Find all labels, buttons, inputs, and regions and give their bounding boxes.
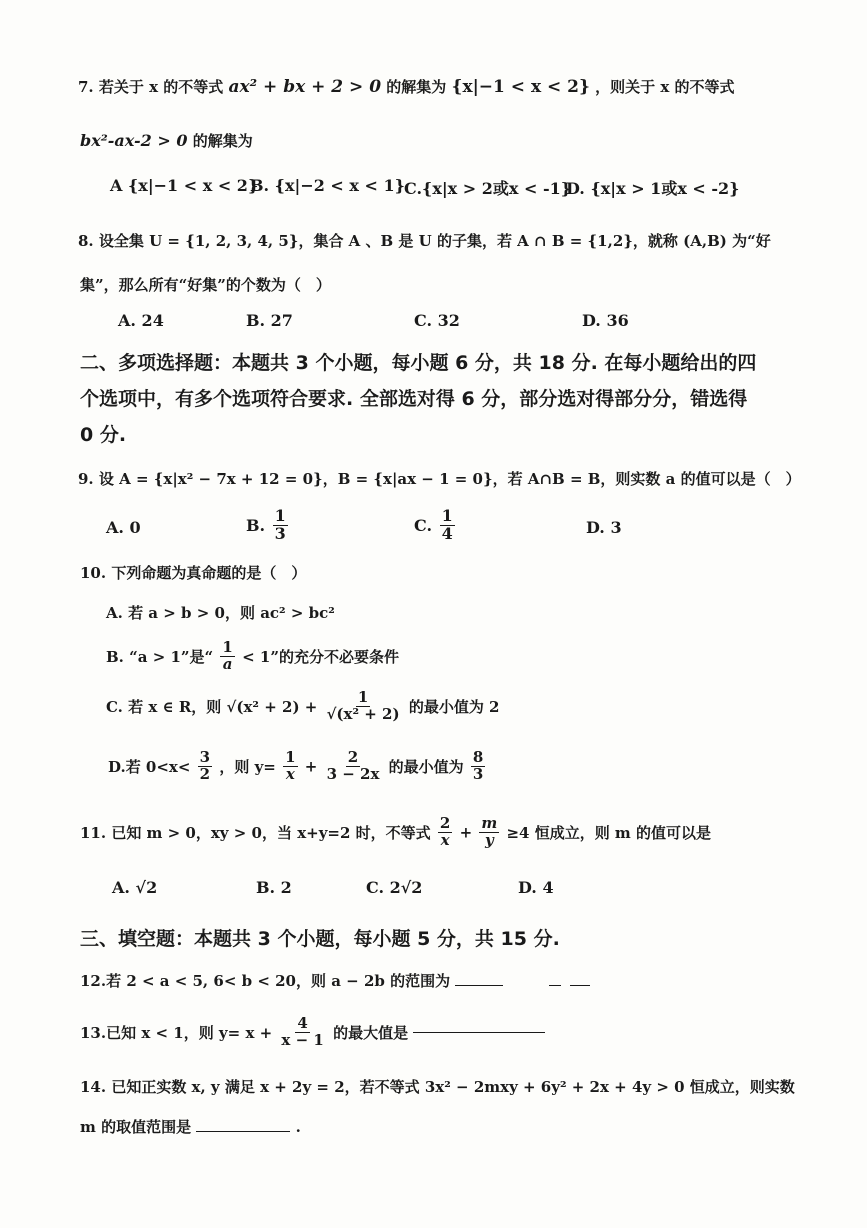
q11-option-b[interactable]: B. 2 bbox=[256, 878, 292, 897]
q7-line2: bx²-ax-2 > 0 的解集为 bbox=[80, 131, 253, 150]
q10-option-d-fraction-3: $\frac{2}{3 - 2x}$ bbox=[326, 748, 380, 783]
q11-option-a[interactable]: A. √2 bbox=[112, 878, 158, 897]
q8-option-a[interactable]: A. 24 bbox=[118, 311, 164, 330]
q9-option-a[interactable]: A. 0 bbox=[106, 518, 141, 537]
q8-option-b[interactable]: B. 27 bbox=[246, 311, 293, 330]
q10-option-c[interactable]: C. 若 x ∈ R，则 √(x² + 2) + $\frac{1}{\text{√(x² + 2)}}$ 的最小值为 2 bbox=[106, 688, 500, 723]
section2-heading-line2: 个选项中，有多个选项符合要求. 全部选对得 6 分，部分选对得部分分，错选得 bbox=[80, 388, 748, 410]
q10-option-d-fraction-2: $\frac{1}{x}$ bbox=[285, 748, 296, 783]
q9-option-d[interactable]: D. 3 bbox=[586, 518, 622, 537]
q12-answer-blank[interactable] bbox=[455, 984, 503, 986]
q8-option-d[interactable]: D. 36 bbox=[582, 311, 629, 330]
q9-option-b-fraction: $\frac{1}{3}$ bbox=[274, 506, 286, 543]
q10-option-d[interactable]: D.若 0<x< $\frac{3}{2}$ ，则 y= $\frac{1}{x}$ + $\frac{2}{3 - 2x}$ 的最小值为 $\frac{8}{3}$ bbox=[108, 748, 484, 783]
q13-answer-blank[interactable] bbox=[413, 1031, 545, 1033]
q9-option-b[interactable]: B. $\frac{1}{3}$ bbox=[246, 506, 286, 543]
q10-option-d-fraction-1: $\frac{3}{2}$ bbox=[199, 748, 211, 783]
q12-answer-blank-tail-1 bbox=[549, 984, 561, 986]
q8-option-c[interactable]: C. 32 bbox=[414, 311, 460, 330]
q7-option-d[interactable]: D. {x|x > 1或x < -2} bbox=[566, 179, 740, 198]
q10-option-c-fraction: $\frac{1}{\text{√(x² + 2)}}$ bbox=[326, 688, 400, 723]
q8-line2: 集”，那么所有“好集”的个数为（ ） bbox=[80, 276, 331, 294]
q10-option-d-fraction-4: $\frac{8}{3}$ bbox=[472, 748, 484, 783]
q9-option-c-fraction: $\frac{1}{4}$ bbox=[441, 506, 453, 543]
q11-fraction-2: $\frac{m}{y}$ bbox=[481, 814, 498, 849]
q13-fraction: $\frac{4}{x - 1}$ bbox=[281, 1014, 324, 1049]
q7-option-c[interactable]: C.{x|x > 2或x < -1} bbox=[404, 179, 572, 198]
q11-option-d[interactable]: D. 4 bbox=[518, 878, 554, 897]
q14-answer-blank[interactable] bbox=[196, 1130, 290, 1132]
q14-line2: m 的取值范围是 . bbox=[80, 1118, 301, 1136]
q11-option-c[interactable]: C. 2√2 bbox=[366, 878, 423, 897]
q7-line1: 7. 若关于 x 的不等式 ax² + bx + 2 > 0 的解集为 {x|−1 < x < 2} ，则关于 x 的不等式 bbox=[78, 77, 735, 97]
q9-stem: 9. 设 A = {x|x² − 7x + 12 = 0}，B = {x|ax − 1 = 0}，若 A∩B = B，则实数 a 的值可以是（ ） bbox=[78, 470, 801, 488]
q11-fraction-1: $\frac{2}{x}$ bbox=[439, 814, 451, 849]
q9-option-c[interactable]: C. $\frac{1}{4}$ bbox=[414, 506, 453, 543]
q8-line1: 8. 设全集 U = {1, 2, 3, 4, 5}，集合 A 、B 是 U 的子集，若 A ∩ B = {1,2}，就称 (A,B) 为“好 bbox=[78, 232, 771, 250]
section2-heading-line3: 0 分. bbox=[80, 424, 127, 446]
q7-option-b[interactable]: B. {x|−2 < x < 1} bbox=[250, 176, 405, 195]
q7-option-a[interactable]: A {x|−1 < x < 2} bbox=[110, 176, 259, 195]
section2-heading-line1: 二、多项选择题：本题共 3 个小题，每小题 6 分，共 18 分. 在每小题给出的四 bbox=[80, 352, 757, 374]
q11-stem: 11. 已知 m > 0，xy > 0，当 x+y=2 时，不等式 $\frac{2}{x}$ + $\frac{m}{y}$ ≥4 恒成立，则 m 的值可以是 bbox=[80, 814, 712, 849]
q14-line1: 14. 已知正实数 x, y 满足 x + 2y = 2，若不等式 3x² − 2mxy + 6y² + 2x + 4y > 0 恒成立，则实数 bbox=[80, 1078, 795, 1096]
q12-answer-blank-tail-2 bbox=[570, 984, 590, 986]
q10-option-b[interactable]: B. “a > 1”是“ $\frac{1}{a}$ < 1”的充分不必要条件 bbox=[106, 638, 399, 673]
q12-stem: 12.若 2 < a < 5, 6< b < 20，则 a − 2b 的范围为 bbox=[80, 970, 590, 991]
q10-stem: 10. 下列命题为真命题的是（ ） bbox=[80, 564, 307, 582]
section3-heading: 三、填空题：本题共 3 个小题，每小题 5 分，共 15 分. bbox=[80, 928, 560, 950]
q10-option-b-fraction: $\frac{1}{a}$ bbox=[222, 638, 233, 673]
q13-stem: 13.已知 x < 1，则 y= x + $\frac{4}{x - 1}$ 的最大值是 bbox=[80, 1016, 545, 1049]
q10-option-a[interactable]: A. 若 a > b > 0，则 ac² > bc² bbox=[106, 604, 335, 622]
